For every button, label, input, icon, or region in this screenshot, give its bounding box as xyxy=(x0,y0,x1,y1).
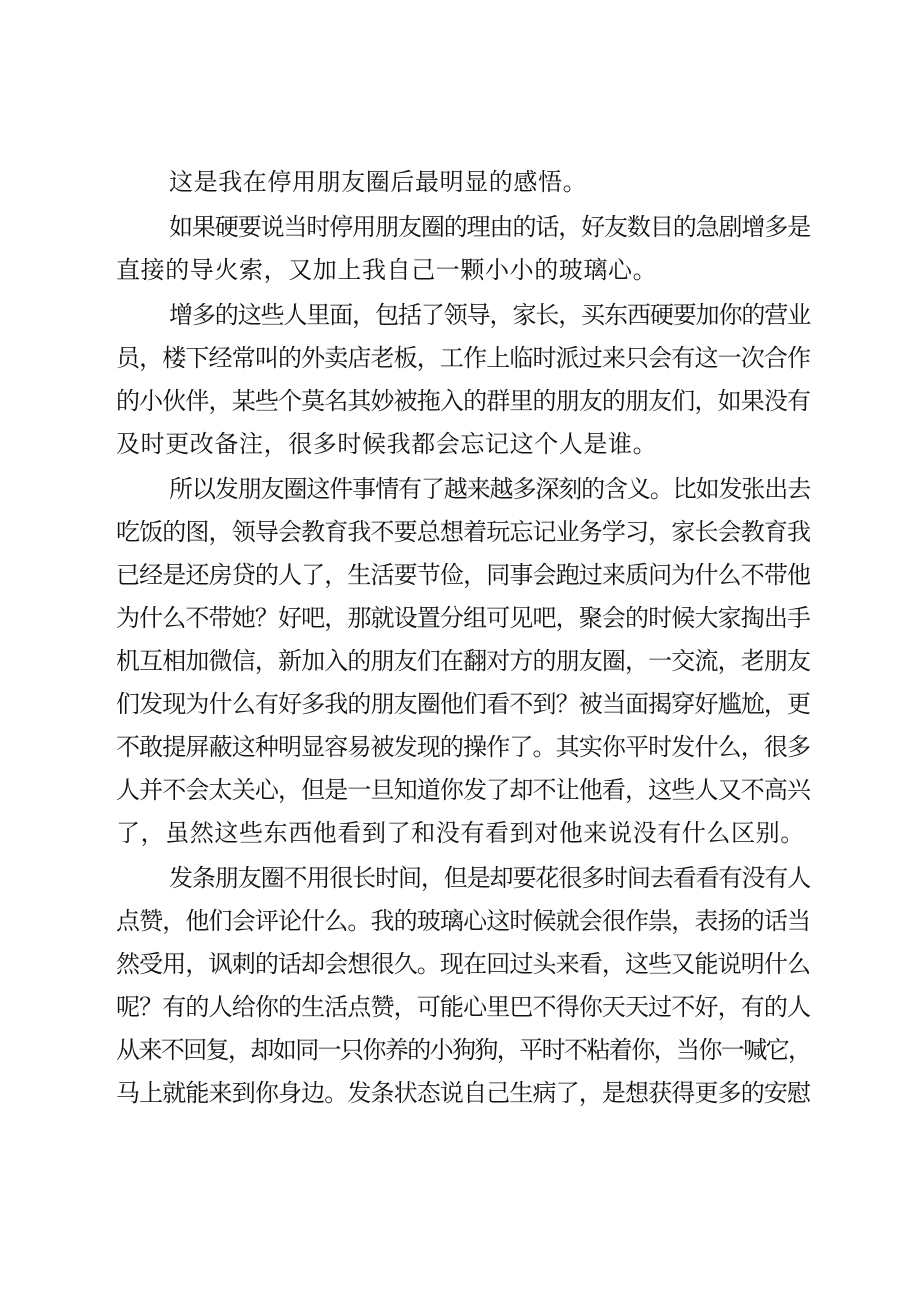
text-line: 从来不回复，却如同一只你养的小狗狗，平时不粘着你，当你一喊它， xyxy=(116,1036,811,1064)
text-line: 增多的这些人里面，包括了领导，家长，买东西硬要加你的营业 xyxy=(169,301,810,329)
text-line: 呢？有的人给你的生活点赞，可能心里巴不得你天天过不好，有的人 xyxy=(116,993,810,1021)
text-line: 及时更改备注，很多时候我都会忘记这个人是谁。 xyxy=(116,430,658,458)
text-line: 这是我在停用朋友圈后最明显的感悟。 xyxy=(169,168,588,196)
text-line: 如果硬要说当时停用朋友圈的理由的话，好友数目的急剧增多是 xyxy=(169,213,810,241)
text-line: 已经是还房贷的人了，生活要节俭，同事会跑过来质问为什么不带他 xyxy=(116,561,810,589)
text-line: 了，虽然这些东西他看到了和没有看到对他来说没有什么区别。 xyxy=(116,819,805,847)
text-line: 所以发朋友圈这件事情有了越来越多深刻的含义。比如发张出去 xyxy=(169,475,810,503)
text-line: 吃饭的图，领导会教育我不要总想着玩忘记业务学习，家长会教育我 xyxy=(116,518,810,546)
text-line: 直接的导火索，又加上我自己一颗小小的玻璃心。 xyxy=(116,256,658,284)
paragraph-3 xyxy=(116,294,810,466)
text-line: 员，楼下经常叫的外卖店老板，工作上临时派过来只会有这一次合作 xyxy=(116,344,810,372)
text-line: 点赞，他们会评论什么。我的玻璃心这时候就会很作祟，表扬的话当 xyxy=(116,907,810,935)
paragraph-4 xyxy=(116,468,810,855)
text-line: 机互相加微信，新加入的朋友们在翻对方的朋友圈，一交流，老朋友 xyxy=(116,647,810,675)
paragraph-1 xyxy=(116,161,810,204)
text-line: 的小伙伴，某些个莫名其妙被拖入的群里的朋友的朋友们，如果没有 xyxy=(116,387,810,415)
text-line: 人并不会太关心，但是一旦知道你发了却不让他看，这些人又不高兴 xyxy=(116,776,810,804)
text-line: 们发现为什么有好多我的朋友圈他们看不到？被当面揭穿好尴尬，更 xyxy=(116,690,810,718)
text-line: 不敢提屏蔽这种明显容易被发现的操作了。其实你平时发什么，很多 xyxy=(116,733,810,761)
text-line: 为什么不带她？好吧，那就设置分组可见吧，聚会的时候大家掏出手 xyxy=(116,604,810,632)
document-body xyxy=(116,161,810,1117)
paragraph-2 xyxy=(116,206,810,292)
text-line: 马上就能来到你身边。发条状态说自己生病了，是想获得更多的安慰 xyxy=(116,1079,810,1107)
text-line: 发条朋友圈不用很长时间，但是却要花很多时间去看看有没有人 xyxy=(169,864,810,892)
paragraph-5 xyxy=(116,857,810,1115)
text-line: 然受用，讽刺的话却会想很久。现在回过头来看，这些又能说明什么 xyxy=(116,950,810,978)
